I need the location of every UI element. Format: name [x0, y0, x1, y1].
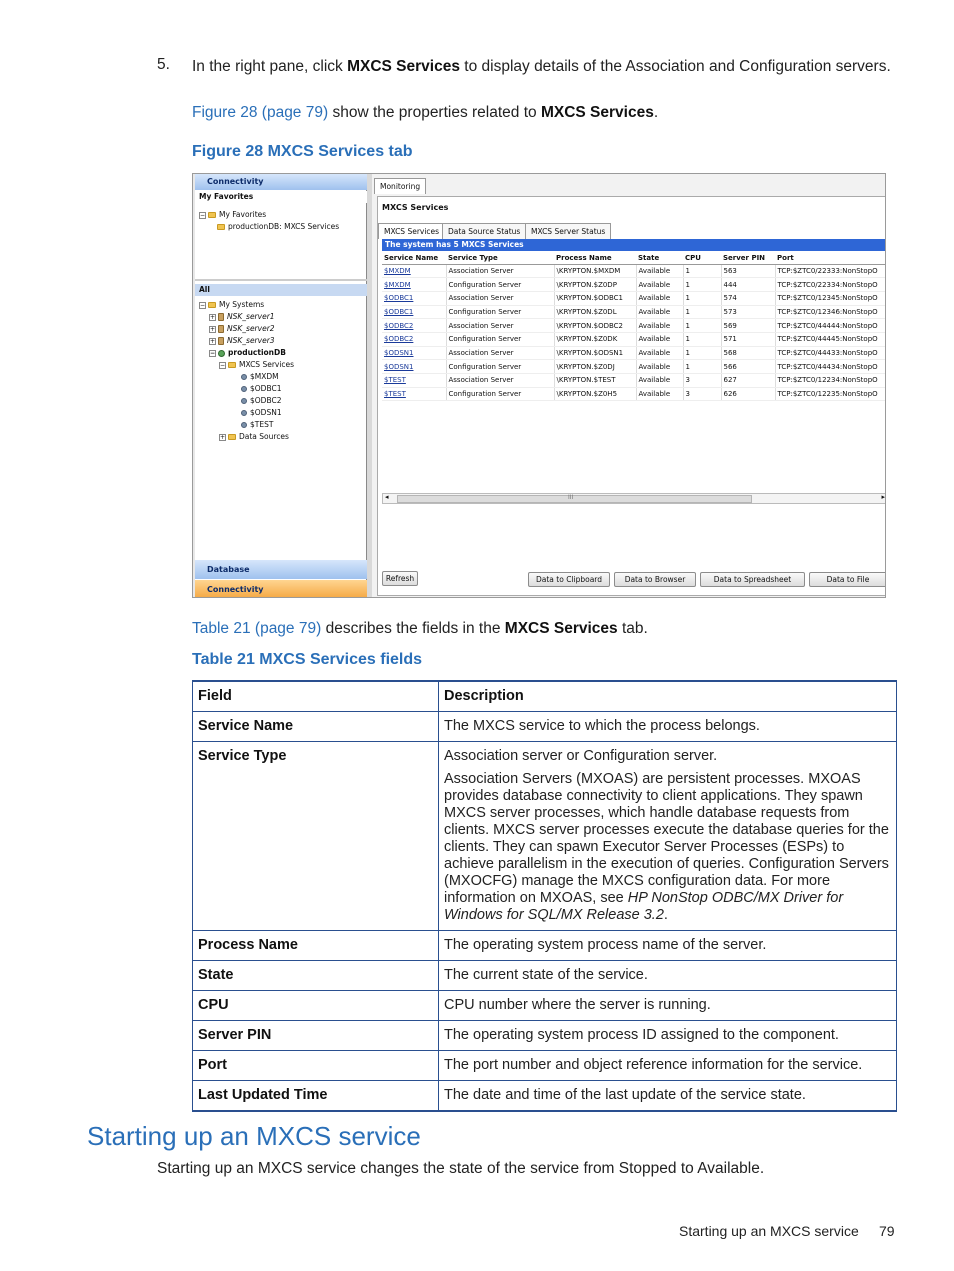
grid-cell: 1 [683, 291, 721, 305]
field-name: Service Name [193, 712, 439, 742]
grid-cell: Association Server [446, 374, 554, 388]
tab-mxcs-server-status[interactable]: MXCS Server Status [525, 223, 611, 239]
grid-cell: Available [636, 332, 683, 346]
figure-ref-bold: MXCS Services [540, 104, 654, 121]
tab-monitoring[interactable]: Monitoring [374, 178, 426, 194]
services-grid [382, 252, 886, 401]
tree-service-odbc1[interactable] [241, 384, 281, 394]
tree-my-systems[interactable] [199, 300, 264, 310]
mxcs-screenshot [192, 173, 886, 598]
mxcs-services-panel [377, 196, 886, 596]
tree-label: NSK_server1 [227, 312, 275, 321]
grid-cell: TCP:$ZTC0/12235:NonStopO [775, 387, 886, 401]
grid-cell: Association Server [446, 291, 554, 305]
tree-label: $ODSN1 [250, 408, 282, 417]
header-description: Description [439, 681, 897, 712]
grid-cell: \KRYPTON.$TEST [554, 374, 636, 388]
grid-cell[interactable]: $ODBC2 [382, 319, 446, 333]
panel-title: MXCS Services [382, 203, 449, 212]
gear-icon [241, 410, 247, 416]
grid-cell: Available [636, 346, 683, 360]
tree-service-mxdm[interactable] [241, 372, 279, 382]
data-to-spreadsheet-button[interactable]: Data to Spreadsheet [700, 572, 805, 587]
grid-cell: Available [636, 291, 683, 305]
right-pane [372, 174, 886, 598]
tree-label: Data Sources [239, 432, 289, 441]
collapse-icon[interactable]: − [200, 301, 206, 309]
field-desc: CPU number where the server is running. [439, 991, 897, 1021]
field-desc: The MXCS service to which the process belongs. [439, 712, 897, 742]
grid-cell: Available [636, 360, 683, 374]
footer-text: Starting up an MXCS service [679, 1223, 859, 1239]
grid-cell: Configuration Server [446, 305, 554, 319]
grid-cell: \KRYPTON.$Z0DP [554, 278, 636, 292]
grid-cell: 1 [683, 305, 721, 319]
grid-cell: 3 [683, 387, 721, 401]
figure-link[interactable]: Figure 28 (page 79) [192, 104, 329, 121]
tree-service-test[interactable] [241, 420, 273, 430]
grid-row[interactable] [382, 346, 886, 360]
field-desc-line1: Association server or Configuration server. [444, 748, 718, 764]
page-number: 79 [879, 1223, 895, 1239]
database-tab[interactable] [195, 560, 367, 579]
favorites-label: My Favorites [195, 191, 367, 203]
col-service-name[interactable]: Service Name [382, 252, 446, 264]
server-icon [218, 325, 224, 333]
table-ref-text: describes the fields in the [321, 620, 505, 637]
tree-my-favorites[interactable] [199, 210, 266, 220]
field-name: Port [193, 1051, 439, 1081]
expand-icon[interactable]: + [210, 313, 216, 321]
grid-cell: \KRYPTON.$ODBC2 [554, 319, 636, 333]
grid-cell: TCP:$ZTC0/22333:NonStopO [775, 264, 886, 278]
table-row [193, 931, 897, 961]
field-name: Server PIN [193, 1021, 439, 1051]
grid-cell: Available [636, 374, 683, 388]
connectivity-header-label: Connectivity [207, 177, 264, 186]
grid-cell: 566 [721, 360, 775, 374]
tree-label: NSK_server3 [227, 336, 275, 345]
database-icon [218, 350, 225, 357]
server-icon [218, 337, 224, 345]
figure-reference [192, 104, 658, 122]
table-ref-end: tab. [617, 620, 648, 637]
grid-cell: 568 [721, 346, 775, 360]
step-text [192, 56, 902, 77]
grid-cell: TCP:$ZTC0/12234:NonStopO [775, 374, 886, 388]
grid-cell: Available [636, 305, 683, 319]
field-name: CPU [193, 991, 439, 1021]
folder-icon [228, 434, 236, 440]
tree-nsk-server1[interactable] [209, 312, 275, 322]
grid-cell: \KRYPTON.$Z0DK [554, 332, 636, 346]
step-text-after: to display details of the Association and Configuration servers. [459, 58, 891, 75]
col-state[interactable]: State [636, 252, 683, 264]
grid-cell: TCP:$ZTC0/44444:NonStopO [775, 319, 886, 333]
tree-label: $MXDM [250, 372, 279, 381]
folder-icon [228, 362, 236, 368]
field-desc-italic: HP NonStop ODBC/MX Driver for Windows for SQL/MX Release 3.2 [444, 890, 844, 923]
gear-icon [241, 398, 247, 404]
tree-service-odbc2[interactable] [241, 396, 281, 406]
field-desc [439, 742, 897, 931]
field-desc-text: Association Servers (MXOAS) are persistent processes. MXOAS provides database connectivity to client applications. They spawn MXCS server processes, which handle database requests from clients. MXCS server processes execute the database queries for the clients. They can spawn Executor Server Processes (ESPs) to achieve parallelism in the execution of queries. Configuration Servers (MXOCFG) manage the MXCS configuration data. For more information on MXOAS, see [444, 771, 889, 906]
scroll-grip-icon: III [568, 494, 574, 501]
grid-cell: \KRYPTON.$Z0DJ [554, 360, 636, 374]
grid-cell[interactable]: $MXDM [382, 264, 446, 278]
tree-label: $TEST [250, 420, 274, 429]
grid-row[interactable] [382, 264, 886, 278]
left-pane [195, 174, 367, 598]
grid-cell: 563 [721, 264, 775, 278]
grid-cell: 626 [721, 387, 775, 401]
section-body: Starting up an MXCS service changes the state of the service from Stopped to Available. [157, 1160, 765, 1177]
grid-cell: 1 [683, 346, 721, 360]
grid-cell[interactable]: $ODBC1 [382, 291, 446, 305]
scroll-right-icon[interactable]: ▸ [881, 493, 885, 501]
database-tab-label: Database [207, 565, 250, 574]
grid-cell[interactable]: $TEST [382, 374, 446, 388]
grid-cell: \KRYPTON.$ODSN1 [554, 346, 636, 360]
field-desc: The port number and object reference information for the service. [439, 1051, 897, 1081]
tree-mxcs-services[interactable] [219, 360, 294, 370]
step-text-before: In the right pane, click [192, 58, 348, 75]
grid-cell: Available [636, 319, 683, 333]
connectivity-tab[interactable] [195, 580, 367, 598]
gear-icon [241, 386, 247, 392]
tree-label: MXCS Services [239, 360, 295, 369]
field-desc: The operating system process name of the server. [439, 931, 897, 961]
grid-cell[interactable]: $ODBC1 [382, 305, 446, 319]
grid-cell: Configuration Server [446, 387, 554, 401]
connectivity-tab-label: Connectivity [207, 585, 264, 594]
grid-cell[interactable]: $ODBC2 [382, 332, 446, 346]
table-row [193, 712, 897, 742]
data-to-browser-button[interactable]: Data to Browser [614, 572, 696, 587]
folder-icon [208, 302, 216, 308]
step-text-bold: MXCS Services [347, 58, 460, 75]
table-link[interactable]: Table 21 (page 79) [192, 620, 322, 637]
grid-cell: Association Server [446, 264, 554, 278]
grid-cell[interactable]: $ODSN1 [382, 360, 446, 374]
tree-production-db[interactable] [209, 348, 286, 358]
grid-cell: 1 [683, 264, 721, 278]
figure-caption: Figure 28 MXCS Services tab [192, 143, 413, 160]
table-caption: Table 21 MXCS Services fields [192, 651, 423, 668]
horizontal-scrollbar[interactable] [382, 493, 886, 504]
expand-icon[interactable]: + [210, 325, 216, 333]
table-row [193, 1051, 897, 1081]
grid-cell[interactable]: $ODSN1 [382, 346, 446, 360]
grid-cell: 574 [721, 291, 775, 305]
figure-ref-text: show the properties related to [328, 104, 541, 121]
col-port[interactable]: Port [775, 252, 886, 264]
grid-cell: TCP:$ZTC0/44433:NonStopO [775, 346, 886, 360]
grid-cell: Available [636, 278, 683, 292]
field-desc: The operating system process ID assigned to the component. [439, 1021, 897, 1051]
grid-cell[interactable]: $MXDM [382, 278, 446, 292]
grid-cell: 1 [683, 278, 721, 292]
field-name: State [193, 961, 439, 991]
tree-nsk-server2[interactable] [209, 324, 275, 334]
field-name: Service Type [193, 742, 439, 931]
field-name: Process Name [193, 931, 439, 961]
grid-cell: \KRYPTON.$ODBC1 [554, 291, 636, 305]
tree-production-mxcs[interactable] [217, 222, 339, 232]
table-row [193, 742, 897, 931]
folder-icon [208, 212, 216, 218]
grid-row[interactable] [382, 319, 886, 333]
folder-icon [217, 224, 225, 230]
data-to-file-button[interactable]: Data to File [809, 572, 886, 587]
collapse-icon[interactable]: − [210, 349, 216, 357]
server-icon [218, 313, 224, 321]
step-number: 5. [157, 56, 170, 73]
grid-cell: 573 [721, 305, 775, 319]
grid-cell: TCP:$ZTC0/12345:NonStopO [775, 291, 886, 305]
grid-cell: TCP:$ZTC0/44434:NonStopO [775, 360, 886, 374]
grid-cell: Available [636, 387, 683, 401]
col-service-type[interactable]: Service Type [446, 252, 554, 264]
field-desc-end: . [663, 907, 668, 923]
grid-cell: Configuration Server [446, 360, 554, 374]
table-reference [192, 620, 648, 638]
field-desc: The date and time of the last update of the service state. [439, 1081, 897, 1112]
gear-icon [241, 422, 247, 428]
grid-cell: Association Server [446, 319, 554, 333]
tree-label: My Systems [219, 300, 265, 309]
field-desc: The current state of the service. [439, 961, 897, 991]
grid-row[interactable] [382, 374, 886, 388]
col-server-pin[interactable]: Server PIN [721, 252, 775, 264]
col-process-name[interactable]: Process Name [554, 252, 636, 264]
tree-data-sources[interactable] [219, 432, 289, 442]
services-banner: The system has 5 MXCS Services [382, 239, 886, 251]
tree-service-odsn1[interactable] [241, 408, 282, 418]
table-row [193, 1081, 897, 1112]
grid-cell: \KRYPTON.$MXDM [554, 264, 636, 278]
grid-row[interactable] [382, 332, 886, 346]
tree-label: productionDB [228, 348, 286, 357]
grid-cell: 571 [721, 332, 775, 346]
grid-cell[interactable]: $TEST [382, 387, 446, 401]
grid-cell: 1 [683, 319, 721, 333]
grid-cell: TCP:$ZTC0/12346:NonStopO [775, 305, 886, 319]
tab-data-source-status[interactable]: Data Source Status [442, 223, 526, 239]
scroll-thumb[interactable] [397, 495, 752, 503]
grid-cell: 569 [721, 319, 775, 333]
grid-cell: 627 [721, 374, 775, 388]
field-desc-line2 [444, 771, 891, 924]
collapse-icon[interactable]: − [200, 211, 206, 219]
table-row [193, 991, 897, 1021]
grid-cell: TCP:$ZTC0/22334:NonStopO [775, 278, 886, 292]
figure-ref-end: . [653, 104, 659, 121]
grid-cell: Configuration Server [446, 278, 554, 292]
gear-icon [241, 374, 247, 380]
grid-cell: TCP:$ZTC0/44445:NonStopO [775, 332, 886, 346]
tree-label: My Favorites [219, 210, 267, 219]
field-name: Last Updated Time [193, 1081, 439, 1112]
tree-label: NSK_server2 [227, 324, 275, 333]
table-row [193, 961, 897, 991]
grid-cell: \KRYPTON.$Z0DL [554, 305, 636, 319]
expand-icon[interactable]: + [210, 337, 216, 345]
section-title: Starting up an MXCS service [87, 1121, 421, 1151]
data-to-clipboard-button[interactable]: Data to Clipboard [528, 572, 610, 587]
grid-cell: Available [636, 264, 683, 278]
tab-mxcs-services[interactable]: MXCS Services [378, 223, 445, 239]
grid-cell: 3 [683, 374, 721, 388]
grid-row[interactable] [382, 387, 886, 401]
grid-cell: Configuration Server [446, 332, 554, 346]
all-label: All [195, 284, 367, 296]
scroll-left-icon[interactable]: ◂ [385, 493, 389, 501]
table-ref-bold: MXCS Services [504, 620, 618, 637]
grid-row[interactable] [382, 278, 886, 292]
refresh-button[interactable]: Refresh [382, 571, 418, 586]
collapse-icon[interactable]: − [220, 361, 226, 369]
header-field: Field [193, 681, 439, 712]
grid-cell: 444 [721, 278, 775, 292]
col-cpu[interactable]: CPU [683, 252, 721, 264]
tree-label: productionDB: MXCS Services [228, 222, 340, 231]
grid-cell: 1 [683, 360, 721, 374]
table-row [193, 1021, 897, 1051]
grid-row[interactable] [382, 305, 886, 319]
tree-nsk-server3[interactable] [209, 336, 275, 346]
connectivity-header[interactable] [195, 174, 367, 190]
grid-cell: \KRYPTON.$Z0H5 [554, 387, 636, 401]
fields-table [192, 680, 897, 1112]
grid-row[interactable] [382, 291, 886, 305]
tree-label: $ODBC1 [250, 384, 282, 393]
pane-divider[interactable] [195, 279, 367, 281]
grid-cell: Association Server [446, 346, 554, 360]
tree-label: $ODBC2 [250, 396, 282, 405]
grid-row[interactable] [382, 360, 886, 374]
grid-cell: 1 [683, 332, 721, 346]
expand-icon[interactable]: + [220, 433, 226, 441]
